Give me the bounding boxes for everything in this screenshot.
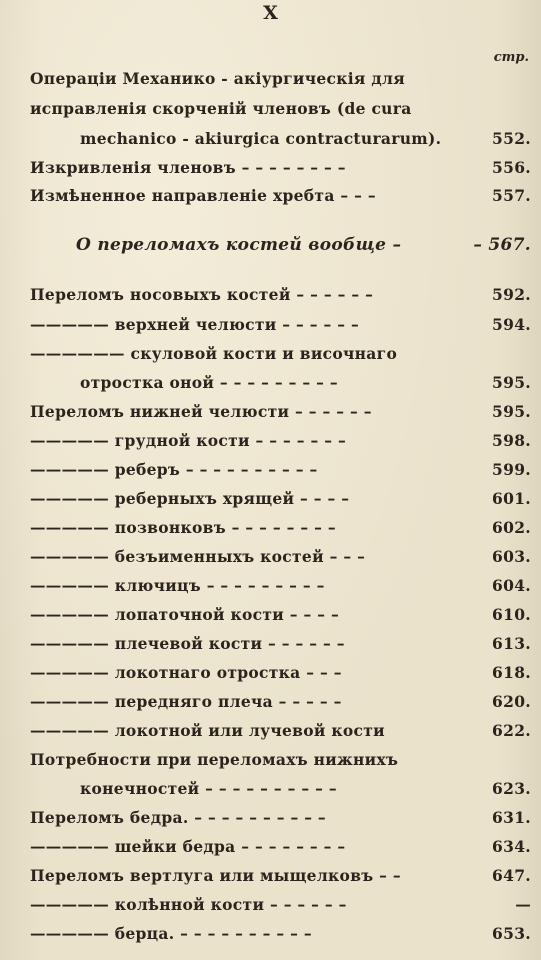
- toc-entry: [0, 66, 541, 92]
- toc-entry-text: Операціи Механико - акіургическія для: [30, 69, 405, 88]
- toc-entry: [0, 282, 541, 308]
- toc-entry-text: ————— верхней челюсти – – – – – –: [30, 315, 360, 334]
- toc-entry: [0, 776, 541, 802]
- toc-entry: [0, 96, 541, 122]
- toc-entry-page-number: 622.: [492, 721, 531, 740]
- toc-entry-text: ————— локотной или лучевой кости: [30, 721, 385, 740]
- toc-entry-page-number: 604.: [492, 576, 531, 595]
- toc-entry: [0, 312, 541, 338]
- toc-entry: [0, 126, 541, 152]
- toc-entry: [0, 183, 541, 209]
- toc-entry-page-number: 610.: [492, 605, 531, 624]
- toc-entry-page-number: 618.: [492, 663, 531, 682]
- toc-entry-text: Переломъ нижней челюсти – – – – – –: [30, 402, 372, 421]
- toc-entry-page-number: 603.: [492, 547, 531, 566]
- toc-entry-text: Переломъ вертлуга или мыщелковъ – –: [30, 866, 401, 885]
- toc-entry-page-number: 620.: [492, 692, 531, 711]
- toc-entry-page-number: 647.: [492, 866, 531, 885]
- toc-entry-text: ————— шейки бедра – – – – – – – –: [30, 837, 346, 856]
- toc-entry-page-number: 595.: [492, 402, 531, 421]
- toc-entry: [0, 341, 541, 367]
- toc-entry-page-number: 613.: [492, 634, 531, 653]
- toc-entry: [0, 515, 541, 541]
- toc-entry-page-number: 601.: [492, 489, 531, 508]
- toc-entry-text: ————— берца. – – – – – – – – – –: [30, 924, 312, 943]
- toc-entry-text: ————— реберныхъ хрящей – – – –: [30, 489, 350, 508]
- toc-entry: [0, 631, 541, 657]
- toc-entry-page-number: 592.: [492, 285, 531, 304]
- toc-entry-page-number: 634.: [492, 837, 531, 856]
- toc-entry: [0, 921, 541, 947]
- toc-entry-page-number: 552.: [492, 129, 531, 148]
- toc-entry-text: ————— передняго плеча – – – – –: [30, 692, 342, 711]
- toc-entry: [0, 544, 541, 570]
- page-roman-numeral: X: [263, 2, 278, 24]
- toc-entry: [0, 602, 541, 628]
- toc-entry-text: О переломахъ костей вообще –: [76, 235, 402, 255]
- toc-entry: [0, 718, 541, 744]
- toc-entry-text: отростка оной – – – – – – – – –: [80, 373, 338, 392]
- toc-entry: [0, 689, 541, 715]
- toc-entry-text: ————— реберъ – – – – – – – – – –: [30, 460, 318, 479]
- toc-entry: [0, 863, 541, 889]
- toc-entry: [0, 457, 541, 483]
- toc-entry-page-number: – 567.: [473, 235, 531, 255]
- toc-entry-page-number: 556.: [492, 158, 531, 177]
- toc-entry-page-number: 653.: [492, 924, 531, 943]
- page-column-label: стр.: [493, 50, 529, 65]
- toc-entry-text: конечностей – – – – – – – – – –: [80, 779, 337, 798]
- toc-entry: [0, 747, 541, 773]
- toc-entry-page-number: 557.: [492, 186, 531, 205]
- toc-entry: [0, 660, 541, 686]
- toc-entry-page-number: 602.: [492, 518, 531, 537]
- toc-entry: [0, 399, 541, 425]
- toc-entry: [0, 892, 541, 918]
- toc-entry: [0, 834, 541, 860]
- toc-entry-text: ————— лопаточной кости – – – –: [30, 605, 340, 624]
- toc-entry-page-number: 594.: [492, 315, 531, 334]
- toc-entry-text: Потребности при переломахъ нижнихъ: [30, 750, 399, 769]
- toc-entry-text: mechanico - akiurgica contracturarum).: [80, 129, 442, 148]
- toc-entry-text: —————— скуловой кости и височнаго: [30, 344, 398, 363]
- toc-entry-text: Изкривленія членовъ – – – – – – – –: [30, 158, 346, 177]
- toc-entry-text: ————— позвонковъ – – – – – – – –: [30, 518, 336, 537]
- toc-entry-page-number: 631.: [492, 808, 531, 827]
- toc-entry-text: ————— колѣнной кости – – – – – –: [30, 895, 347, 914]
- toc-entry: [0, 486, 541, 512]
- toc-entry: [0, 370, 541, 396]
- toc-entry-text: ————— безъименныхъ костей – – –: [30, 547, 366, 566]
- toc-entry-text: Переломъ бедра. – – – – – – – – – –: [30, 808, 326, 827]
- toc-entry-page-number: 598.: [492, 431, 531, 450]
- toc-entry-page-number: 595.: [492, 373, 531, 392]
- toc-entry-page-number: —: [515, 895, 531, 914]
- toc-entry-page-number: 623.: [492, 779, 531, 798]
- toc-entry: [0, 573, 541, 599]
- toc-entry: [0, 428, 541, 454]
- toc-entry-text: ————— ключицъ – – – – – – – – –: [30, 576, 325, 595]
- toc-entry-text: Измѣненное направленіе хребта – – –: [30, 186, 376, 205]
- toc-entry: [0, 155, 541, 181]
- toc-entry: [0, 805, 541, 831]
- toc-entry-text: ————— плечевой кости – – – – – –: [30, 634, 345, 653]
- toc-entry-text: ————— грудной кости – – – – – – –: [30, 431, 347, 450]
- section-heading: [0, 232, 541, 258]
- toc-entry-text: исправленія скорченій членовъ (de cura: [30, 99, 412, 118]
- toc-entry-text: ————— локотнаго отростка – – –: [30, 663, 342, 682]
- toc-entry-text: Переломъ носовыхъ костей – – – – – –: [30, 285, 374, 304]
- toc-entry-page-number: 599.: [492, 460, 531, 479]
